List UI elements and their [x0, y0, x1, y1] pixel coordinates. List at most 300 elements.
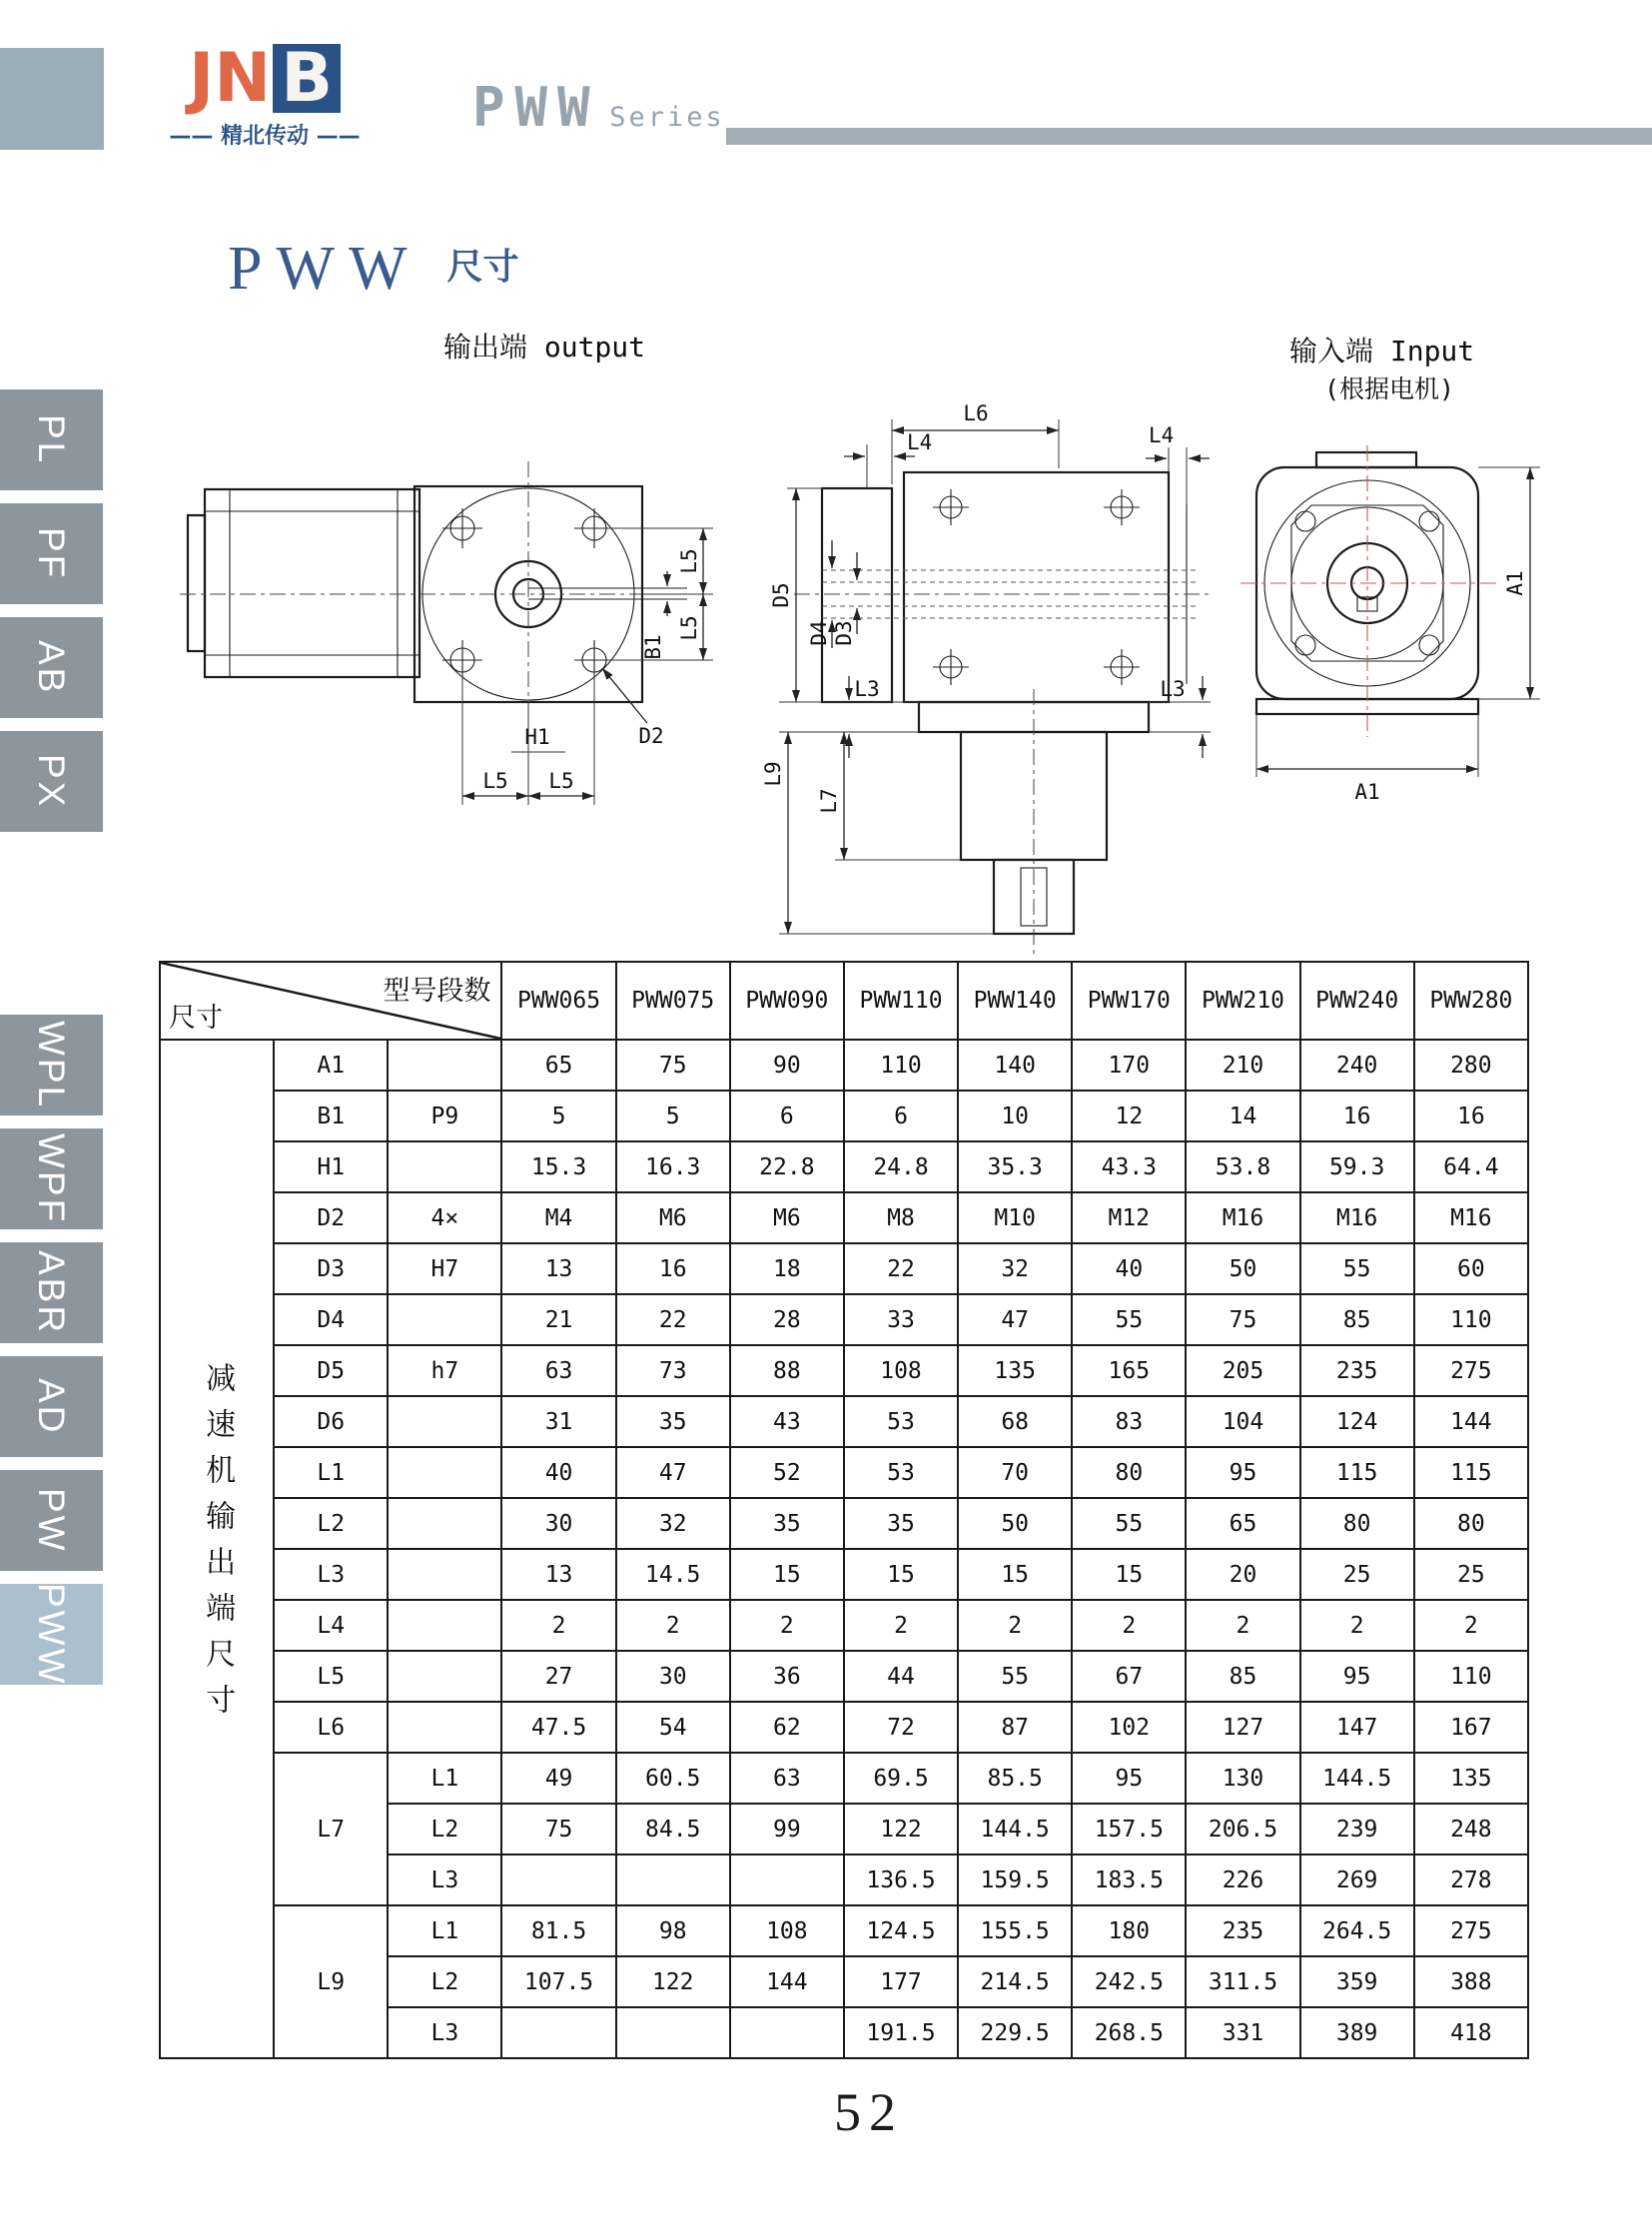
value-cell: 206.5	[1186, 1804, 1299, 1855]
value-cell: 136.5	[844, 1855, 958, 1905]
value-cell: 2	[1186, 1600, 1299, 1651]
dim-sub-cell: P9	[388, 1091, 501, 1141]
value-cell: 14.5	[616, 1549, 730, 1600]
dim-sub-cell: L3	[388, 2007, 501, 2058]
dim-name-cell: H1	[274, 1141, 388, 1192]
value-cell: 27	[501, 1651, 615, 1702]
table-row	[160, 1651, 1528, 1702]
dim-sub-cell: L1	[388, 1753, 501, 1804]
value-cell: 124.5	[844, 1905, 958, 1956]
sidebar-tab-wpf	[0, 1128, 103, 1229]
value-cell: 99	[730, 1804, 844, 1855]
value-cell: 155.5	[958, 1905, 1072, 1956]
value-cell: 147	[1300, 1702, 1414, 1753]
dim-name-cell: D4	[274, 1294, 388, 1345]
dim-label-a1: A1	[1354, 780, 1380, 804]
value-cell: 30	[616, 1651, 730, 1702]
value-cell	[501, 1855, 615, 1905]
value-cell: 52	[730, 1447, 844, 1498]
dim-name-cell: L3	[274, 1549, 388, 1600]
table-header-row	[160, 962, 1528, 1040]
value-cell: 183.5	[1072, 1855, 1186, 1905]
value-cell: 2	[1072, 1600, 1186, 1651]
value-cell: 87	[958, 1702, 1072, 1753]
value-cell: M10	[958, 1192, 1072, 1243]
value-cell: M16	[1300, 1192, 1414, 1243]
logo-text	[150, 39, 380, 118]
value-cell: 16.3	[616, 1141, 730, 1192]
value-cell: 2	[844, 1600, 958, 1651]
value-cell: 122	[844, 1804, 958, 1855]
table-row	[160, 1091, 1528, 1141]
value-cell	[501, 2007, 615, 2058]
value-cell: 49	[501, 1753, 615, 1804]
value-cell: 40	[501, 1447, 615, 1498]
value-cell: 104	[1186, 1396, 1299, 1447]
logo-letter-b: B	[273, 44, 341, 113]
dim-label-d3: D3	[832, 620, 856, 646]
table-row	[160, 1345, 1528, 1396]
logo-tagline: —— 精北传动 ——	[169, 124, 361, 150]
value-cell: 127	[1186, 1702, 1299, 1753]
sidebar-tab-label: PX	[31, 753, 72, 810]
value-cell: 43.3	[1072, 1141, 1186, 1192]
dim-name-cell: L4	[274, 1600, 388, 1651]
column-header: PWW170	[1072, 962, 1186, 1040]
table-row	[160, 1040, 1528, 1091]
value-cell: 12	[1072, 1091, 1186, 1141]
column-header: PWW210	[1186, 962, 1299, 1040]
value-cell: 53	[844, 1396, 958, 1447]
value-cell: 32	[616, 1498, 730, 1549]
value-cell: 15.3	[501, 1141, 615, 1192]
value-cell: 81.5	[501, 1905, 615, 1956]
value-cell: 159.5	[958, 1855, 1072, 1905]
value-cell: 50	[958, 1498, 1072, 1549]
value-cell: 5	[501, 1091, 615, 1141]
value-cell: 191.5	[844, 2007, 958, 2058]
dim-sub-cell	[388, 1396, 501, 1447]
dim-label-l4: L4	[907, 430, 933, 454]
value-cell: 69.5	[844, 1753, 958, 1804]
value-cell: 68	[958, 1396, 1072, 1447]
logo-letter-j: J	[188, 39, 215, 118]
value-cell	[730, 2007, 844, 2058]
dim-label-d5: D5	[769, 582, 793, 608]
value-cell: 144	[730, 1956, 844, 2007]
value-cell: 22.8	[730, 1141, 844, 1192]
value-cell	[616, 2007, 730, 2058]
output-view	[180, 461, 713, 805]
value-cell: 31	[501, 1396, 615, 1447]
value-cell: M4	[501, 1192, 615, 1243]
table-row	[160, 1192, 1528, 1243]
dim-sub-cell	[388, 1040, 501, 1091]
value-cell: 16	[616, 1243, 730, 1294]
sidebar-tab-pw	[0, 1470, 103, 1571]
value-cell: 15	[958, 1549, 1072, 1600]
value-cell: 72	[844, 1702, 958, 1753]
value-cell: 248	[1414, 1804, 1528, 1855]
value-cell: 140	[958, 1040, 1072, 1091]
value-cell: 115	[1300, 1447, 1414, 1498]
value-cell: 210	[1186, 1040, 1299, 1091]
value-cell: M16	[1186, 1192, 1299, 1243]
sidebar-tab-px	[0, 731, 103, 832]
value-cell: 60	[1414, 1243, 1528, 1294]
value-cell: 85	[1300, 1294, 1414, 1345]
table-row	[160, 1702, 1528, 1753]
table-row	[160, 1243, 1528, 1294]
value-cell: 75	[501, 1804, 615, 1855]
dim-sub-cell	[388, 1549, 501, 1600]
value-cell: M6	[616, 1192, 730, 1243]
value-cell: 30	[501, 1498, 615, 1549]
sidebar-tab-ad	[0, 1356, 103, 1457]
value-cell: M16	[1414, 1192, 1528, 1243]
value-cell: 25	[1414, 1549, 1528, 1600]
value-cell: 75	[1186, 1294, 1299, 1345]
value-cell: 35.3	[958, 1141, 1072, 1192]
value-cell: 2	[958, 1600, 1072, 1651]
table-corner-cell	[160, 962, 501, 1040]
value-cell: 40	[1072, 1243, 1186, 1294]
dim-name-cell: L6	[274, 1702, 388, 1753]
value-cell: 359	[1300, 1956, 1414, 2007]
dim-name-cell: L2	[274, 1498, 388, 1549]
value-cell: 107.5	[501, 1956, 615, 2007]
value-cell: 280	[1414, 1040, 1528, 1091]
dim-sub-cell	[388, 1294, 501, 1345]
value-cell: 35	[844, 1498, 958, 1549]
value-cell: 177	[844, 1956, 958, 2007]
value-cell: 15	[844, 1549, 958, 1600]
value-cell: 229.5	[958, 2007, 1072, 2058]
dim-sub-cell: L3	[388, 1855, 501, 1905]
value-cell: 102	[1072, 1702, 1186, 1753]
value-cell: 264.5	[1300, 1905, 1414, 1956]
value-cell: 80	[1300, 1498, 1414, 1549]
dim-label-b1: B1	[641, 634, 665, 660]
sidebar-tab-ab	[0, 617, 103, 718]
dim-sub-cell: H7	[388, 1243, 501, 1294]
series-name: PWW	[472, 76, 600, 139]
sidebar-tab-label: AB	[31, 639, 72, 696]
dim-name-cell: L9	[274, 1905, 388, 2058]
value-cell: 214.5	[958, 1956, 1072, 2007]
value-cell: 84.5	[616, 1804, 730, 1855]
dim-name-cell: D5	[274, 1345, 388, 1396]
table-row	[160, 1141, 1528, 1192]
value-cell: 110	[1414, 1651, 1528, 1702]
dimension-table	[159, 961, 1529, 2059]
value-cell: 275	[1414, 1345, 1528, 1396]
table-row	[160, 1600, 1528, 1651]
value-cell: 2	[1414, 1600, 1528, 1651]
value-cell: 110	[844, 1040, 958, 1091]
dim-label-l6: L6	[963, 401, 989, 425]
dim-name-cell: L1	[274, 1447, 388, 1498]
value-cell: 55	[1300, 1243, 1414, 1294]
value-cell: 2	[1300, 1600, 1414, 1651]
value-cell: 235	[1300, 1345, 1414, 1396]
value-cell: 64.4	[1414, 1141, 1528, 1192]
value-cell: 144.5	[958, 1804, 1072, 1855]
value-cell: 67	[1072, 1651, 1186, 1702]
value-cell: 53.8	[1186, 1141, 1299, 1192]
sidebar-tab-label: AD	[31, 1377, 72, 1436]
dim-sub-cell: L2	[388, 1956, 501, 2007]
dim-sub-cell: h7	[388, 1345, 501, 1396]
value-cell: 157.5	[1072, 1804, 1186, 1855]
value-cell: 50	[1186, 1243, 1299, 1294]
side-label-cell	[160, 1040, 274, 2058]
sidebar-tab-label: ABR	[31, 1249, 72, 1336]
sidebar-tab-pf	[0, 503, 103, 604]
value-cell: 59.3	[1300, 1141, 1414, 1192]
series-suffix: Series	[609, 102, 725, 133]
dim-label-l9: L9	[761, 761, 785, 787]
value-cell: M12	[1072, 1192, 1186, 1243]
value-cell: 65	[501, 1040, 615, 1091]
value-cell: 242.5	[1072, 1956, 1186, 2007]
input-view-label: 输入端 Input	[1289, 335, 1475, 368]
column-header: PWW110	[844, 962, 958, 1040]
logo-letter-n: N	[214, 39, 272, 118]
value-cell: 5	[616, 1091, 730, 1141]
value-cell: 13	[501, 1243, 615, 1294]
value-cell: 10	[958, 1091, 1072, 1141]
value-cell: 35	[730, 1498, 844, 1549]
value-cell: 15	[730, 1549, 844, 1600]
value-cell: 54	[616, 1702, 730, 1753]
dim-name-cell: D2	[274, 1192, 388, 1243]
output-view-label: 输出端 output	[443, 331, 646, 364]
value-cell: 13	[501, 1549, 615, 1600]
value-cell: 35	[616, 1396, 730, 1447]
dim-sub-cell: L2	[388, 1804, 501, 1855]
input-view	[1240, 445, 1540, 804]
value-cell: 6	[730, 1091, 844, 1141]
dim-sub-cell	[388, 1141, 501, 1192]
dim-label-l5: L5	[677, 615, 701, 641]
dim-label-l5: L5	[548, 769, 574, 793]
value-cell: 65	[1186, 1498, 1299, 1549]
value-cell: 43	[730, 1396, 844, 1447]
value-cell: 268.5	[1072, 2007, 1186, 2058]
value-cell: 53	[844, 1447, 958, 1498]
dim-label-l7: L7	[817, 788, 841, 814]
value-cell: 226	[1186, 1855, 1299, 1905]
value-cell: 18	[730, 1243, 844, 1294]
page-title-label: 尺寸	[446, 247, 519, 288]
value-cell: 135	[958, 1345, 1072, 1396]
dimension-table-wrap	[159, 961, 1529, 2059]
dim-label-l4: L4	[1149, 423, 1175, 447]
corner-decoration	[0, 48, 104, 150]
value-cell: 63	[730, 1753, 844, 1804]
value-cell: 170	[1072, 1040, 1186, 1091]
value-cell: 85	[1186, 1651, 1299, 1702]
side-label: 减速机输出端尺寸	[200, 1362, 236, 1730]
value-cell: 115	[1414, 1447, 1528, 1498]
value-cell: 239	[1300, 1804, 1414, 1855]
table-row	[160, 1549, 1528, 1600]
value-cell: 44	[844, 1651, 958, 1702]
table-row	[160, 1753, 1528, 1804]
dim-sub-cell	[388, 1702, 501, 1753]
value-cell: 130	[1186, 1753, 1299, 1804]
input-view-note: (根据电机)	[1324, 374, 1455, 403]
table-row	[160, 1396, 1528, 1447]
dim-label-l5: L5	[482, 769, 508, 793]
corner-label-size: 尺寸	[169, 1003, 223, 1034]
dim-label-a1: A1	[1503, 570, 1527, 596]
value-cell: 22	[616, 1294, 730, 1345]
value-cell	[730, 1855, 844, 1905]
dim-name-cell: L5	[274, 1651, 388, 1702]
value-cell: 180	[1072, 1905, 1186, 1956]
value-cell: 85.5	[958, 1753, 1072, 1804]
value-cell: 80	[1414, 1498, 1528, 1549]
column-header: PWW090	[730, 962, 844, 1040]
value-cell: 389	[1300, 2007, 1414, 2058]
value-cell: 331	[1186, 2007, 1299, 2058]
sidebar-tab-pww	[0, 1584, 103, 1685]
value-cell: 47.5	[501, 1702, 615, 1753]
value-cell: 22	[844, 1243, 958, 1294]
value-cell: 95	[1186, 1447, 1299, 1498]
column-header: PWW075	[616, 962, 730, 1040]
value-cell: 47	[958, 1294, 1072, 1345]
dim-sub-cell	[388, 1600, 501, 1651]
value-cell: 98	[616, 1905, 730, 1956]
dim-label-l3: L3	[1160, 677, 1186, 701]
value-cell: 36	[730, 1651, 844, 1702]
dim-name-cell: D6	[274, 1396, 388, 1447]
value-cell	[616, 1855, 730, 1905]
value-cell: 62	[730, 1702, 844, 1753]
dim-sub-cell: L1	[388, 1905, 501, 1956]
value-cell: 108	[844, 1345, 958, 1396]
value-cell: 55	[958, 1651, 1072, 1702]
value-cell: 73	[616, 1345, 730, 1396]
dim-name-cell: A1	[274, 1040, 388, 1091]
dim-sub-cell	[388, 1651, 501, 1702]
sidebar-tab-wpl	[0, 1015, 103, 1115]
sidebar-tab-abr	[0, 1242, 103, 1343]
value-cell: 15	[1072, 1549, 1186, 1600]
value-cell: 24.8	[844, 1141, 958, 1192]
dim-sub-cell	[388, 1498, 501, 1549]
dim-label-d2: D2	[638, 724, 664, 748]
corner-label-model: 型号段数	[383, 976, 491, 1007]
dim-sub-cell: 4×	[388, 1192, 501, 1243]
dim-label-d4: D4	[807, 620, 831, 646]
value-cell: 16	[1414, 1091, 1528, 1141]
value-cell: 70	[958, 1447, 1072, 1498]
value-cell: 20	[1186, 1549, 1299, 1600]
dim-label-h1: H1	[524, 725, 550, 749]
value-cell: 269	[1300, 1855, 1414, 1905]
brand-logo	[150, 39, 380, 150]
front-view	[761, 401, 1214, 957]
value-cell: 144	[1414, 1396, 1528, 1447]
value-cell: 108	[730, 1905, 844, 1956]
value-cell: 80	[1072, 1447, 1186, 1498]
column-header: PWW240	[1300, 962, 1414, 1040]
sidebar-tab-label: PF	[31, 526, 72, 581]
sidebar-tab-label: PWW	[31, 1582, 72, 1687]
series-header	[472, 76, 725, 139]
value-cell: 14	[1186, 1091, 1299, 1141]
table-row	[160, 1294, 1528, 1345]
header-rule-bar	[726, 128, 1652, 145]
value-cell: 167	[1414, 1702, 1528, 1753]
page-title-model: PWW	[228, 235, 421, 303]
value-cell: 2	[616, 1600, 730, 1651]
dim-name-cell: L7	[274, 1753, 388, 1905]
dim-label-l3: L3	[854, 677, 880, 701]
value-cell: 6	[844, 1091, 958, 1141]
value-cell: 235	[1186, 1905, 1299, 1956]
value-cell: 25	[1300, 1549, 1414, 1600]
page-number: 52	[834, 2082, 904, 2142]
value-cell: 124	[1300, 1396, 1414, 1447]
table-row	[160, 1498, 1528, 1549]
value-cell: 122	[616, 1956, 730, 2007]
value-cell: 75	[616, 1040, 730, 1091]
value-cell: 32	[958, 1243, 1072, 1294]
column-header: PWW280	[1414, 962, 1528, 1040]
dim-name-cell: B1	[274, 1091, 388, 1141]
value-cell: M8	[844, 1192, 958, 1243]
value-cell: 144.5	[1300, 1753, 1414, 1804]
column-header: PWW065	[501, 962, 615, 1040]
value-cell: 2	[730, 1600, 844, 1651]
value-cell: 95	[1072, 1753, 1186, 1804]
value-cell: 2	[501, 1600, 615, 1651]
sidebar-tab-label: WPF	[31, 1132, 72, 1225]
page-title	[228, 234, 519, 305]
value-cell: 240	[1300, 1040, 1414, 1091]
value-cell: 47	[616, 1447, 730, 1498]
value-cell: 21	[501, 1294, 615, 1345]
value-cell: 90	[730, 1040, 844, 1091]
value-cell: 95	[1300, 1651, 1414, 1702]
value-cell: 16	[1300, 1091, 1414, 1141]
column-header: PWW140	[958, 962, 1072, 1040]
value-cell: 278	[1414, 1855, 1528, 1905]
dim-sub-cell	[388, 1447, 501, 1498]
sidebar-tab-label: PL	[31, 413, 72, 466]
value-cell: 418	[1414, 2007, 1528, 2058]
value-cell: 33	[844, 1294, 958, 1345]
value-cell: 205	[1186, 1345, 1299, 1396]
table-row	[160, 1905, 1528, 1956]
sidebar-tab-label: PW	[31, 1487, 72, 1554]
value-cell: 55	[1072, 1498, 1186, 1549]
value-cell: 135	[1414, 1753, 1528, 1804]
value-cell: 275	[1414, 1905, 1528, 1956]
value-cell: 60.5	[616, 1753, 730, 1804]
value-cell: 165	[1072, 1345, 1186, 1396]
value-cell: 83	[1072, 1396, 1186, 1447]
table-row	[160, 1447, 1528, 1498]
dim-name-cell: D3	[274, 1243, 388, 1294]
sidebar-tab-pl	[0, 389, 103, 490]
value-cell: 388	[1414, 1956, 1528, 2007]
